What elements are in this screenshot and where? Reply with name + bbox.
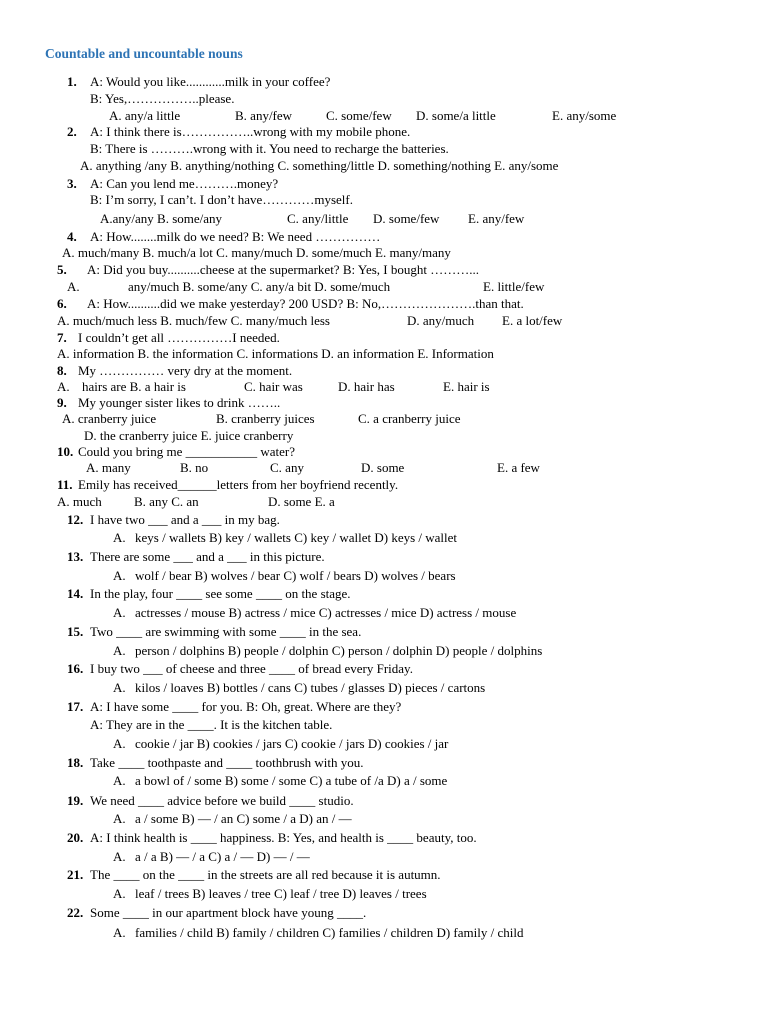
line-text: E. little/few <box>483 279 545 294</box>
line-text: cookie / jar B) cookies / jars C) cookie / jars D) cookies / jar <box>135 736 449 751</box>
line-text: person / dolphins B) people / dolphin C) person / dolphin D) people / dolphins <box>135 643 543 658</box>
line-text: There are some ___ and a ___ in this picture. <box>90 549 325 564</box>
line-text: A. cranberry juice <box>62 411 157 426</box>
line-text: The ____ on the ____ in the streets are all red because it is autumn. <box>90 867 441 882</box>
line-text: A. <box>113 849 126 864</box>
question-number: 19. <box>67 793 84 808</box>
line-text: A. <box>113 530 126 545</box>
line-text: B. any C. an <box>134 494 199 509</box>
line-text: D. hair has <box>338 379 395 394</box>
line-text: A. <box>113 925 126 940</box>
line-text: Could you bring me ___________ water? <box>78 444 295 459</box>
line-text: B: Yes,……………..please. <box>90 91 235 106</box>
line-text: A: They are in the ____. It is the kitchen table. <box>90 717 333 732</box>
line-text: A. <box>113 643 126 658</box>
line-text: Two ____ are swimming with some ____ in the sea. <box>90 624 362 639</box>
question-number: 8. <box>57 363 67 378</box>
line-text: A. <box>67 279 80 294</box>
question-number: 5. <box>57 262 67 277</box>
line-text: C. any/little <box>287 211 349 226</box>
line-text: leaf / trees B) leaves / tree C) leaf / tree D) leaves / trees <box>135 886 427 901</box>
line-text: B: I’m sorry, I can’t. I don’t have…………myself. <box>90 192 353 207</box>
question-number: 6. <box>57 296 67 311</box>
line-text: A: How..........did we make yesterday? 200 USD? B: No,………………….than that. <box>87 296 524 311</box>
line-text: A. any/a little <box>109 108 181 123</box>
question-number: 17. <box>67 699 84 714</box>
line-text: A. much/many B. much/a lot C. many/much D. some/much E. many/many <box>62 245 451 260</box>
line-text: A.any/any B. some/any <box>100 211 223 226</box>
line-text: My younger sister likes to drink …….. <box>78 395 281 410</box>
question-number: 21. <box>67 867 84 882</box>
line-text: B. cranberry juices <box>216 411 315 426</box>
question-number: 4. <box>67 229 77 244</box>
line-text: A: I think health is ____ happiness. B: Yes, and health is ____ beauty, too. <box>90 830 477 845</box>
line-text: any/much B. some/any C. any/a bit D. some/much <box>128 279 391 294</box>
line-text: A. much/much less B. much/few C. many/much less <box>57 313 330 328</box>
question-number: 15. <box>67 624 84 639</box>
line-text: A. many <box>86 460 131 475</box>
line-text: A: I think there is……………..wrong with my mobile phone. <box>90 124 411 139</box>
line-text: Take ____ toothpaste and ____ toothbrush with you. <box>90 755 364 770</box>
line-text: A. anything /any B. anything/nothing C. something/little D. something/nothing E. any/some <box>80 158 559 173</box>
line-text: B. no <box>180 460 209 475</box>
line-text: A. <box>113 736 126 751</box>
question-number: 3. <box>67 176 77 191</box>
line-text: A: How........milk do we need? B: We need …………… <box>90 229 381 244</box>
line-text: kilos / loaves B) bottles / cans C) tubes / glasses D) pieces / cartons <box>135 680 486 695</box>
line-text: E. a lot/few <box>502 313 563 328</box>
line-text: A. <box>113 886 126 901</box>
line-text: a / a B) — / a C) a / — D) — / — <box>135 849 310 864</box>
line-text: A. <box>113 605 126 620</box>
line-text: a bowl of / some B) some / some C) a tube of /a D) a / some <box>135 773 448 788</box>
line-text: C. some/few <box>326 108 392 123</box>
line-text: A. <box>113 811 126 826</box>
line-text: I couldn’t get all ……………I needed. <box>78 330 280 345</box>
line-text: We need ____ advice before we build ____ studio. <box>90 793 354 808</box>
line-text: E. a few <box>497 460 540 475</box>
line-text: Some ____ in our apartment block have young ____. <box>90 905 367 920</box>
line-text: D. some <box>361 460 405 475</box>
line-text: I have two ___ and a ___ in my bag. <box>90 512 280 527</box>
line-text: E. any/few <box>468 211 525 226</box>
question-number: 16. <box>67 661 84 676</box>
line-text: I buy two ___ of cheese and three ____ of bread every Friday. <box>90 661 413 676</box>
line-text: actresses / mouse B) actress / mice C) actresses / mice D) actress / mouse <box>135 605 517 620</box>
line-text: B. any/few <box>235 108 293 123</box>
question-number: 22. <box>67 905 84 920</box>
question-number: 10. <box>57 444 74 459</box>
question-number: 11. <box>57 477 73 492</box>
line-text: A: Did you buy..........cheese at the supermarket? B: Yes, I bought ………... <box>87 262 479 277</box>
question-number: 18. <box>67 755 84 770</box>
worksheet-title: Countable and uncountable nouns <box>45 46 243 61</box>
line-text: C. hair was <box>244 379 303 394</box>
line-text: hairs are B. a hair is <box>82 379 186 394</box>
line-text: D. some E. a <box>268 494 335 509</box>
line-text: A: Can you lend me……….money? <box>90 176 279 191</box>
line-text: A. <box>113 568 126 583</box>
line-text: D. any/much <box>407 313 475 328</box>
question-number: 7. <box>57 330 67 345</box>
line-text: My …………… very dry at the moment. <box>78 363 293 378</box>
question-number: 20. <box>67 830 84 845</box>
line-text: A. <box>113 680 126 695</box>
line-text: Emily has received______letters from her boyfriend recently. <box>78 477 399 492</box>
question-number: 14. <box>67 586 84 601</box>
line-text: A: Would you like............milk in your coffee? <box>90 74 331 89</box>
line-text: E. hair is <box>443 379 490 394</box>
line-text: A: I have some ____ for you. B: Oh, great. Where are they? <box>90 699 402 714</box>
line-text: B: There is ……….wrong with it. You need to recharge the batteries. <box>90 141 449 156</box>
line-text: D. some/a little <box>416 108 496 123</box>
question-number: 12. <box>67 512 84 527</box>
line-text: A. <box>57 379 70 394</box>
question-number: 2. <box>67 124 77 139</box>
line-text: D. some/few <box>373 211 440 226</box>
question-number: 9. <box>57 395 67 410</box>
line-text: families / child B) family / children C) families / children D) family / child <box>135 925 524 940</box>
line-text: In the play, four ____ see some ____ on the stage. <box>90 586 351 601</box>
line-text: keys / wallets B) key / wallets C) key / wallet D) keys / wallet <box>135 530 458 545</box>
line-text: wolf / bear B) wolves / bear C) wolf / bears D) wolves / bears <box>135 568 456 583</box>
line-text: A. much <box>57 494 102 509</box>
line-text: A. information B. the information C. informations D. an information E. Information <box>57 346 494 361</box>
line-text: A. <box>113 773 126 788</box>
line-text: E. any/some <box>552 108 617 123</box>
question-number: 1. <box>67 74 77 89</box>
question-number: 13. <box>67 549 84 564</box>
line-text: D. the cranberry juice E. juice cranberry <box>84 428 294 443</box>
line-text: C. a cranberry juice <box>358 411 461 426</box>
line-text: a / some B) — / an C) some / a D) an / — <box>135 811 352 826</box>
line-text: C. any <box>270 460 304 475</box>
